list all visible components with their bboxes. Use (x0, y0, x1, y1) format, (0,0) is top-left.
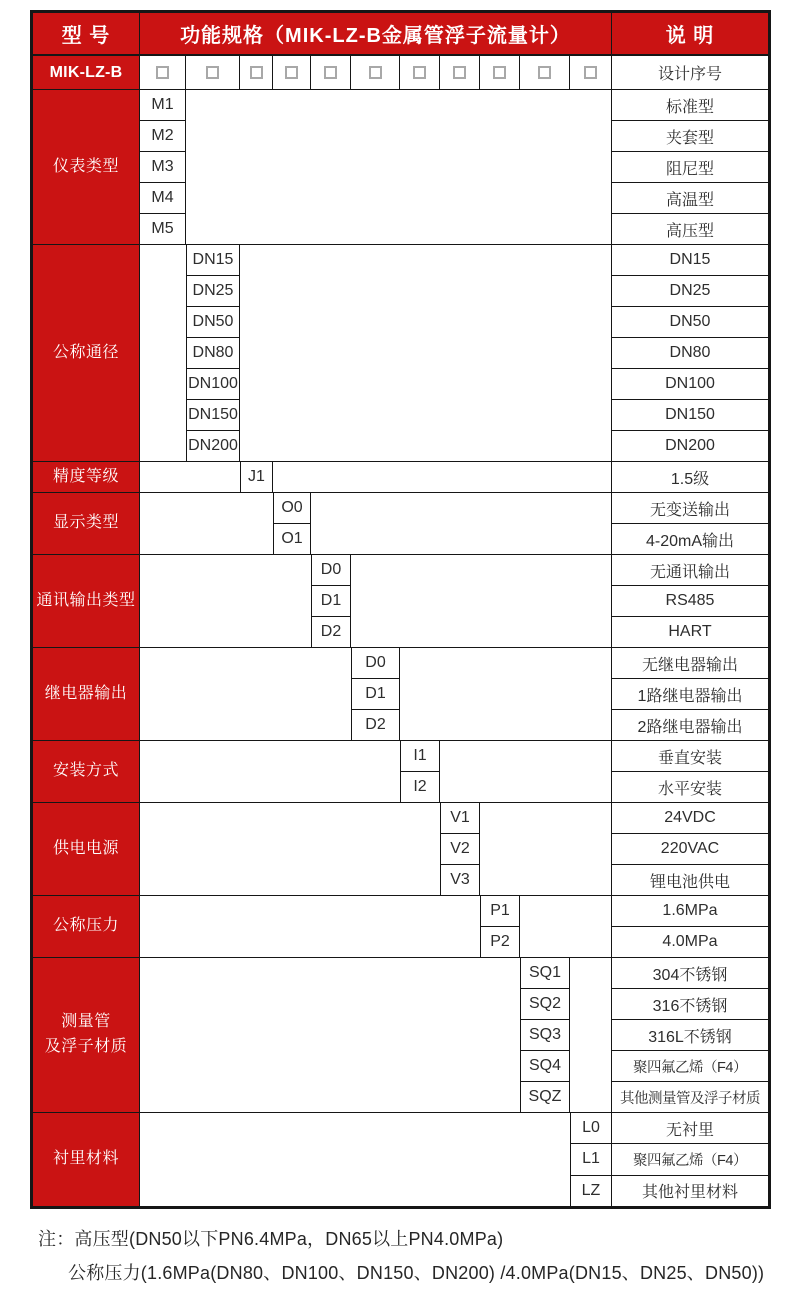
section-row-3 (33, 493, 768, 555)
code-cell: I2 (413, 778, 427, 795)
desc-cell: DN25 (612, 276, 768, 307)
desc-cell: 标准型 (612, 90, 768, 121)
design-serial-cell (611, 56, 768, 89)
desc-column (611, 648, 768, 740)
desc-cell: 无变送输出 (612, 493, 768, 524)
section-label: 供电电源 (33, 803, 140, 895)
model-digit-cell (570, 56, 611, 89)
desc-cell: 夹套型 (612, 121, 768, 152)
code-cell: D1 (312, 586, 350, 617)
model-digit-cell (273, 56, 311, 89)
desc-cell: 聚四氟乙烯（F4） (612, 1051, 768, 1082)
code-cell: L0 (571, 1113, 611, 1144)
desc-column (611, 245, 768, 461)
desc-cell: DN150 (612, 400, 768, 431)
code-cell: LZ (581, 1181, 601, 1199)
desc-column (611, 555, 768, 647)
model-digit-cell (400, 56, 440, 89)
section-row-1 (33, 245, 768, 462)
desc-cell: 无衬里 (612, 1113, 768, 1144)
code-column (570, 1113, 611, 1206)
section-label: 衬里材料 (33, 1113, 140, 1206)
section-spec-area (140, 245, 611, 461)
section-spec-area (140, 90, 611, 244)
section-label: 仪表类型 (33, 90, 140, 244)
desc-cell: 1.5级 (670, 470, 710, 488)
code-column (351, 648, 400, 740)
code-cell: SQ2 (521, 989, 569, 1020)
desc-cell: HART (668, 623, 712, 640)
desc-cell: 无通讯输出 (612, 555, 768, 586)
desc-cell: 1路继电器输出 (612, 679, 768, 710)
code-column (240, 462, 273, 492)
section-spec-area (140, 555, 611, 647)
table-body (33, 90, 768, 1206)
code-cell: J1 (248, 468, 265, 485)
section-row-6 (33, 741, 768, 803)
model-digit-checkbox[interactable] (453, 66, 466, 79)
section-row-8 (33, 896, 768, 958)
code-cell: M1 (140, 90, 185, 121)
section-spec-area (140, 896, 611, 957)
desc-cell: 4.0MPa (662, 933, 718, 950)
code-cell: SQZ (528, 1088, 562, 1105)
code-cell: DN80 (187, 338, 239, 369)
code-column (440, 803, 480, 895)
section-label: 安装方式 (33, 741, 140, 802)
code-cell: DN200 (188, 437, 238, 454)
desc-cell: 24VDC (612, 803, 768, 834)
desc-cell: DN80 (612, 338, 768, 369)
model-code-row (33, 56, 768, 90)
code-cell: O0 (274, 493, 310, 524)
checkbox-row (140, 56, 611, 89)
section-spec-area (140, 462, 611, 492)
code-column (140, 90, 186, 244)
section-label: 继电器输出 (33, 648, 140, 740)
code-cell: V1 (441, 803, 479, 834)
desc-cell: DN200 (665, 437, 715, 454)
model-code-label: MIK-LZ-B (33, 56, 140, 89)
model-digit-checkbox[interactable] (584, 66, 597, 79)
desc-cell: 锂电池供电 (649, 873, 730, 891)
desc-cell: 1.6MPa (612, 896, 768, 927)
desc-cell: 高压型 (665, 222, 714, 240)
model-digit-cells (140, 56, 611, 89)
model-digit-checkbox[interactable] (413, 66, 426, 79)
note-prefix: 注： (38, 1229, 75, 1249)
code-cell: DN150 (187, 400, 239, 431)
code-cell: D2 (320, 623, 342, 640)
model-digit-checkbox[interactable] (250, 66, 263, 79)
model-digit-cell (311, 56, 351, 89)
code-column (186, 245, 240, 461)
code-column (311, 555, 351, 647)
code-cell: M4 (140, 183, 185, 214)
code-cell: V3 (450, 871, 470, 888)
code-column (400, 741, 440, 802)
model-digit-cell (240, 56, 273, 89)
footnotes (38, 1222, 778, 1290)
desc-cell: RS485 (612, 586, 768, 617)
desc-column (611, 803, 768, 895)
model-digit-cell (186, 56, 240, 89)
section-row-4 (33, 555, 768, 648)
code-cell: DN15 (187, 245, 239, 276)
section-label (33, 958, 140, 1112)
section-label: 公称压力 (33, 896, 140, 957)
section-label-line: 及浮子材质 (44, 1038, 128, 1055)
code-cell: DN100 (187, 369, 239, 400)
section-row-5 (33, 648, 768, 741)
desc-column (611, 741, 768, 802)
model-digit-checkbox[interactable] (538, 66, 551, 79)
desc-column (611, 1113, 768, 1206)
code-cell: M3 (140, 152, 185, 183)
note-line-2: 公称压力(1.6MPa(DN80、DN100、DN150、DN200) /4.0MPa(DN15、DN25、DN50)) (68, 1263, 765, 1283)
desc-cell: 2路继电器输出 (637, 718, 743, 736)
section-spec-area (140, 958, 611, 1112)
desc-cell: 316L不锈钢 (612, 1020, 768, 1051)
code-cell: M5 (151, 220, 174, 237)
desc-column (611, 462, 768, 492)
section-spec-area (140, 493, 611, 554)
code-column (520, 958, 570, 1112)
code-column (273, 493, 311, 554)
section-row-10 (33, 1113, 768, 1206)
code-cell: SQ4 (521, 1051, 569, 1082)
model-digit-cell (140, 56, 186, 89)
section-spec-area (140, 648, 611, 740)
desc-column (611, 896, 768, 957)
model-digit-cell (440, 56, 480, 89)
model-digit-checkbox[interactable] (285, 66, 298, 79)
desc-cell: 316不锈钢 (612, 989, 768, 1020)
code-cell: O1 (281, 530, 303, 547)
note-1-text: 高压型(DN50以下PN6.4MPa，DN65以上PN4.0MPa) (74, 1229, 504, 1249)
code-cell: SQ1 (521, 958, 569, 989)
section-row-9 (33, 958, 768, 1113)
desc-cell: 220VAC (612, 834, 768, 865)
code-cell: L1 (571, 1144, 611, 1175)
section-row-7 (33, 803, 768, 896)
code-cell: SQ3 (521, 1020, 569, 1051)
design-serial-label: 设计序号 (657, 66, 722, 83)
desc-cell: 其他衬里材料 (641, 1184, 738, 1202)
model-selection-table (30, 10, 771, 1209)
code-column (480, 896, 520, 957)
desc-cell: 阻尼型 (612, 152, 768, 183)
desc-cell: DN100 (612, 369, 768, 400)
section-label-line: 测量管 (61, 1013, 111, 1031)
section-label: 通讯输出类型 (33, 555, 140, 647)
code-cell: V2 (441, 834, 479, 865)
header-model-col: 型 号 (33, 13, 140, 54)
code-cell: D1 (352, 679, 399, 710)
section-spec-area (140, 741, 611, 802)
code-cell: M2 (140, 121, 185, 152)
desc-column (611, 493, 768, 554)
model-digit-checkbox[interactable] (206, 66, 219, 79)
table-header-row (33, 13, 768, 56)
code-cell: P1 (481, 896, 519, 927)
section-spec-area (140, 1113, 611, 1206)
code-cell: I1 (401, 741, 439, 772)
code-cell: P2 (490, 933, 510, 950)
code-cell: D0 (352, 648, 399, 679)
section-row-2 (33, 462, 768, 493)
section-label: 显示类型 (33, 493, 140, 554)
desc-cell: 无继电器输出 (612, 648, 768, 679)
model-digit-cell (520, 56, 570, 89)
model-digit-cell (351, 56, 400, 89)
code-cell: DN50 (187, 307, 239, 338)
model-digit-cell (480, 56, 520, 89)
desc-cell: DN15 (612, 245, 768, 276)
desc-column (611, 90, 768, 244)
note-line-1 (38, 1222, 778, 1256)
code-cell: DN25 (187, 276, 239, 307)
desc-cell: 304不锈钢 (612, 958, 768, 989)
code-cell: D2 (365, 716, 386, 733)
desc-cell: DN50 (612, 307, 768, 338)
header-desc-col: 说 明 (611, 13, 768, 54)
section-label: 公称通径 (33, 245, 140, 461)
model-digit-checkbox[interactable] (369, 66, 382, 79)
desc-cell: 4-20mA输出 (645, 532, 735, 550)
section-label: 精度等级 (33, 462, 140, 492)
desc-cell: 高温型 (612, 183, 768, 214)
desc-cell: 聚四氟乙烯（F4） (612, 1144, 768, 1175)
desc-cell: 水平安装 (657, 780, 722, 798)
model-digit-checkbox[interactable] (324, 66, 337, 79)
code-cell: D0 (312, 555, 350, 586)
section-row-0 (33, 90, 768, 245)
section-spec-area (140, 803, 611, 895)
header-spec-col: 功能规格（MIK-LZ-B金属管浮子流量计） (140, 13, 611, 54)
desc-cell: 其他测量管及浮子材质 (620, 1090, 760, 1107)
desc-column (611, 958, 768, 1112)
model-digit-checkbox[interactable] (156, 66, 169, 79)
desc-cell: 垂直安装 (612, 741, 768, 772)
model-digit-checkbox[interactable] (493, 66, 506, 79)
